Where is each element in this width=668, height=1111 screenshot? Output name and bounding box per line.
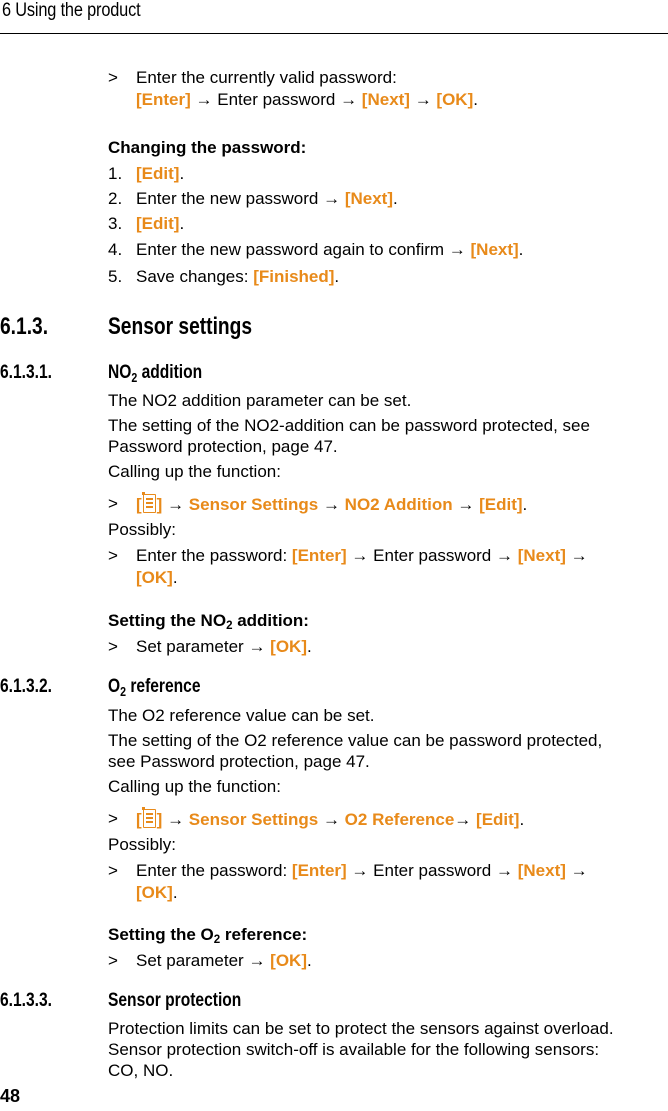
bullet: > <box>108 494 118 513</box>
step-3: [Edit]. <box>136 214 185 233</box>
change-heading: Changing the password: <box>108 138 307 157</box>
password-step-ok: [OK]. <box>136 883 178 902</box>
page-header <box>0 0 668 34</box>
paragraph: Protection limits can be set to protect the sensors against overload. <box>108 1019 614 1038</box>
step-5: Save changes: [Finished]. <box>136 267 340 286</box>
menu-icon <box>143 494 156 513</box>
paragraph: The O2 reference value can be set. <box>108 706 375 725</box>
paragraph: Password protection, page 47. <box>108 437 338 456</box>
bullet: > <box>108 546 118 565</box>
bullet: > <box>108 68 118 87</box>
page-number: 48 <box>0 1086 21 1106</box>
password-step: Enter the password: [Enter] → Enter password → [Next] → <box>136 546 588 565</box>
bullet: > <box>108 809 118 828</box>
intro-text: Enter the currently valid password: <box>136 68 397 87</box>
password-step: Enter the password: [Enter] → Enter password → [Next] → <box>136 861 588 880</box>
setting-heading: Setting the O2 reference: <box>108 925 308 947</box>
enter-key: [Enter] <box>136 90 191 109</box>
step-number: 2. <box>108 189 123 208</box>
paragraph: see Password protection, page 47. <box>108 752 370 771</box>
paragraph: The setting of the NO2-addition can be password protected, see <box>108 416 590 435</box>
paragraph: Calling up the function: <box>108 462 281 481</box>
subsection-number: 6.1.3.2. <box>0 676 52 697</box>
step-number: 1. <box>108 164 123 183</box>
setting-heading: Setting the NO2 addition: <box>108 611 309 633</box>
paragraph: Sensor protection switch-off is available for the following sensors: <box>108 1040 600 1059</box>
bullet: > <box>108 637 118 656</box>
call-function: [ ] → Sensor Settings → NO2 Addition → [Edit]. <box>136 494 527 515</box>
paragraph: CO, NO. <box>108 1061 174 1080</box>
set-parameter: Set parameter → [OK]. <box>136 951 312 970</box>
set-parameter: Set parameter → [OK]. <box>136 637 312 656</box>
subsection-number: 6.1.3.1. <box>0 362 52 383</box>
bullet: > <box>108 861 118 880</box>
step-number: 5. <box>108 267 123 286</box>
call-function: [ ] → Sensor Settings → O2 Reference→ [Edit]. <box>136 809 524 830</box>
paragraph: The setting of the O2 reference value can be password protected, <box>108 731 603 750</box>
step-1: [Edit]. <box>136 164 185 183</box>
next-key: [Next] <box>361 90 410 109</box>
step-number: 4. <box>108 240 123 259</box>
step-2: Enter the new password → [Next]. <box>136 189 398 208</box>
paragraph: The NO2 addition parameter can be set. <box>108 391 412 410</box>
paragraph: Possibly: <box>108 520 177 539</box>
step-4: Enter the new password again to confirm → [Next]. <box>136 240 524 259</box>
paragraph: Calling up the function: <box>108 777 281 796</box>
subsection-number: 6.1.3.3. <box>0 990 52 1011</box>
bullet: > <box>108 951 118 970</box>
paragraph: Possibly: <box>108 835 177 854</box>
subsection-title: NO2 addition <box>108 362 203 385</box>
section-number: 6.1.3. <box>0 313 49 340</box>
subsection-title: Sensor protection <box>108 990 242 1011</box>
password-step-ok: [OK]. <box>136 568 178 587</box>
menu-icon <box>143 809 156 828</box>
header-title: 6 Using the product <box>2 0 141 21</box>
ok-key: [OK] <box>436 90 474 109</box>
step-number: 3. <box>108 214 123 233</box>
subsection-title: O2 reference <box>108 676 201 699</box>
intro-line2: [Enter] → Enter password → [Next] → [OK]. <box>136 90 478 109</box>
section-title: Sensor settings <box>108 313 253 340</box>
